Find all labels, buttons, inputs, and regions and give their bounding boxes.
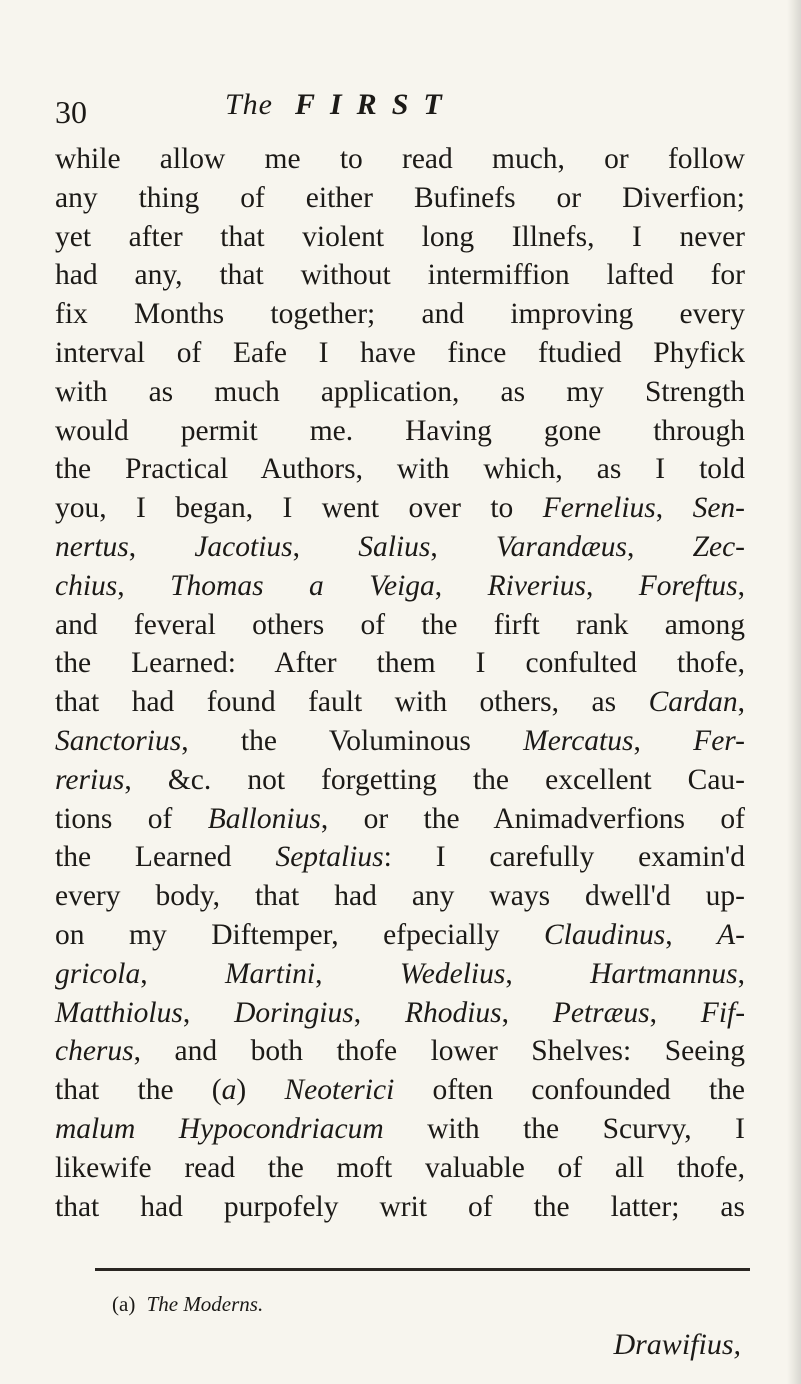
text-run: , bbox=[737, 686, 745, 719]
text-run: the Learned bbox=[55, 841, 276, 874]
text-run: while allow me to read much, or follow bbox=[55, 143, 745, 175]
text-run: tions of bbox=[55, 802, 208, 835]
italic-text: Mercatus bbox=[523, 724, 634, 757]
text-run: you, I began, I went over to bbox=[55, 492, 543, 525]
italic-text: chius bbox=[55, 569, 118, 602]
italic-text: Fernelius bbox=[542, 492, 656, 525]
italic-text: Fer- bbox=[693, 724, 745, 757]
italic-text: Wedelius bbox=[399, 957, 506, 990]
footnote-text: The Moderns. bbox=[146, 1292, 264, 1316]
text-line bbox=[55, 1071, 745, 1110]
italic-text: Rhodius bbox=[404, 996, 502, 1029]
italic-text: Ballonius bbox=[207, 802, 321, 835]
text-run: yet after that violent long Illnefs, I never bbox=[55, 220, 745, 253]
running-head bbox=[225, 88, 457, 122]
page-number: 30 bbox=[55, 94, 87, 130]
text-run: , bbox=[505, 957, 591, 990]
text-run: , bbox=[633, 724, 694, 757]
text-run: fix Months together; and improving every bbox=[55, 298, 745, 331]
text-run: with the Scurvy, I bbox=[383, 1112, 745, 1145]
text-run: any thing of either Bufinefs or Diverfion; bbox=[55, 181, 745, 214]
italic-text: Riverius bbox=[487, 569, 586, 602]
italic-text: Neoterici bbox=[284, 1074, 395, 1107]
text-line bbox=[55, 994, 745, 1033]
text-line bbox=[55, 1149, 745, 1188]
text-line bbox=[55, 606, 745, 645]
text-run: , bbox=[430, 530, 496, 563]
text-run: , bbox=[128, 530, 195, 563]
text-run: ) bbox=[236, 1074, 285, 1107]
text-line bbox=[55, 1110, 745, 1149]
text-run: with as much application, as my Strength bbox=[55, 375, 745, 408]
text-run: , bbox=[434, 569, 488, 602]
text-run: likewife read the moft valuable of all thofe, bbox=[55, 1151, 745, 1184]
italic-text: rerius bbox=[55, 763, 125, 796]
italic-text: Sen- bbox=[692, 492, 745, 525]
text-line bbox=[55, 334, 745, 373]
text-line bbox=[55, 528, 745, 567]
italic-text: nertus bbox=[55, 530, 129, 563]
text-line bbox=[55, 683, 745, 722]
text-line bbox=[55, 877, 745, 916]
text-line bbox=[55, 1032, 745, 1071]
text-run: , bbox=[292, 530, 359, 563]
text-run: , bbox=[737, 957, 745, 990]
text-run: that the ( bbox=[55, 1074, 222, 1107]
italic-text: Claudinus bbox=[543, 918, 666, 951]
text-run: , bbox=[140, 957, 225, 990]
footnote-rule bbox=[95, 1268, 750, 1271]
text-run: , the Voluminous bbox=[181, 724, 524, 757]
italic-text: Jacotius bbox=[194, 530, 293, 563]
text-run: , bbox=[585, 569, 639, 602]
page-edge-shadow bbox=[787, 0, 801, 1384]
text-line bbox=[55, 412, 745, 451]
text-line bbox=[55, 838, 745, 877]
text-run: the Learned: After them I confulted thofe, bbox=[55, 647, 745, 680]
italic-text: Septalius bbox=[275, 841, 384, 874]
text-run: , bbox=[655, 492, 693, 525]
text-line bbox=[55, 450, 745, 489]
text-run: , bbox=[627, 530, 693, 563]
italic-text: Thomas a Veiga bbox=[170, 569, 435, 602]
text-run: , bbox=[649, 996, 701, 1029]
text-line bbox=[55, 567, 745, 606]
running-head-the: The bbox=[225, 88, 273, 121]
footnote-mark: (a) bbox=[112, 1292, 136, 1316]
text-run: , bbox=[182, 996, 235, 1029]
text-line bbox=[55, 140, 745, 179]
italic-text: Salius bbox=[358, 530, 431, 563]
text-run: , and both thofe lower Shelves: Seeing bbox=[133, 1035, 745, 1068]
italic-text: cherus bbox=[55, 1035, 134, 1068]
text-line bbox=[55, 722, 745, 761]
footnote bbox=[112, 1292, 263, 1317]
running-head-word: FIRST bbox=[295, 88, 457, 121]
italic-text: Doringius bbox=[234, 996, 354, 1029]
italic-text: Hartmannus bbox=[590, 957, 738, 990]
text-run: , bbox=[315, 957, 400, 990]
italic-text: Sanctorius bbox=[55, 724, 182, 757]
text-run: every body, that had any ways dwell'd up- bbox=[55, 880, 745, 913]
text-line bbox=[55, 295, 745, 334]
text-line bbox=[55, 761, 745, 800]
text-run: and feveral others of the firft rank among bbox=[55, 608, 745, 641]
text-run: , &c. not forgetting the excellent Cau- bbox=[124, 763, 745, 796]
italic-text: malum Hypocondriacum bbox=[55, 1112, 384, 1145]
text-run: interval of Eafe I have fince ftudied Phyfick bbox=[55, 336, 745, 369]
text-line bbox=[55, 489, 745, 528]
body-text bbox=[55, 140, 745, 1226]
text-run: would permit me. Having gone through bbox=[55, 414, 745, 447]
text-run: on my Diftemper, efpecially bbox=[55, 918, 544, 951]
text-run: , bbox=[117, 569, 171, 602]
text-run: , bbox=[665, 918, 718, 951]
text-run: often confounded the bbox=[394, 1074, 745, 1107]
text-run: , bbox=[737, 569, 746, 602]
italic-text: Zec- bbox=[692, 530, 745, 563]
italic-text: a bbox=[221, 1074, 237, 1107]
text-run: , bbox=[501, 996, 553, 1029]
italic-text: Matthiolus bbox=[55, 996, 183, 1029]
text-run: , bbox=[353, 996, 405, 1029]
text-line bbox=[55, 955, 745, 994]
text-run: , or the Animadverfions of bbox=[320, 802, 745, 835]
text-run: had any, that without intermiffion lafted for bbox=[55, 259, 745, 292]
italic-text: Fif- bbox=[700, 996, 746, 1029]
italic-text: A- bbox=[717, 918, 745, 951]
italic-text: Varandæus bbox=[495, 530, 628, 563]
text-run: that had found fault with others, as bbox=[55, 686, 649, 719]
text-line bbox=[55, 179, 745, 218]
italic-text: Petræus bbox=[552, 996, 650, 1029]
text-line bbox=[55, 218, 745, 257]
text-line bbox=[55, 256, 745, 295]
text-line bbox=[55, 1188, 745, 1227]
catchword: Drawifius, bbox=[613, 1328, 741, 1361]
italic-text: gricola bbox=[55, 957, 141, 990]
page-header bbox=[0, 88, 801, 136]
italic-text: Cardan bbox=[648, 686, 738, 719]
text-run: the Practical Authors, with which, as I told bbox=[55, 453, 745, 486]
italic-text: Martini bbox=[224, 957, 316, 990]
text-run: that had purpofely writ of the latter; as bbox=[55, 1190, 745, 1223]
text-run: : I carefully examin'd bbox=[383, 841, 745, 874]
italic-text: Foreftus bbox=[638, 569, 738, 602]
text-line bbox=[55, 644, 745, 683]
text-line bbox=[55, 373, 745, 412]
text-line bbox=[55, 800, 745, 839]
text-line bbox=[55, 916, 745, 955]
